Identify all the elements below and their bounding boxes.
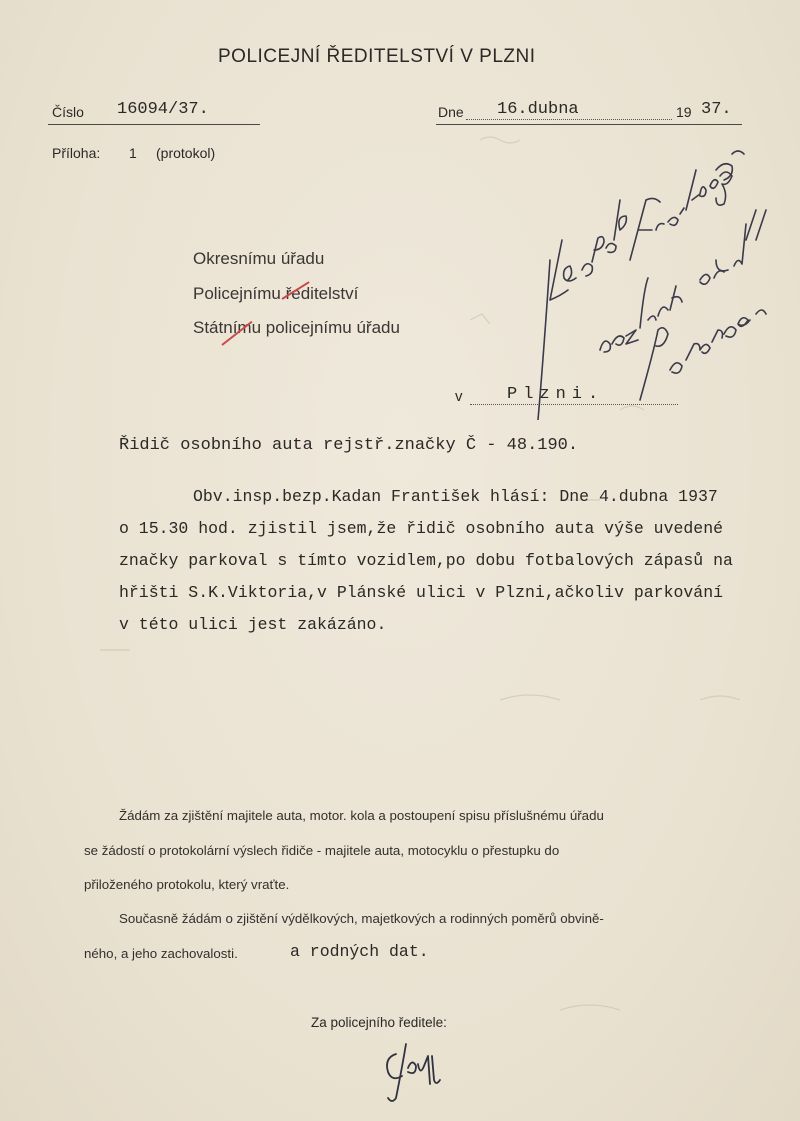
handwritten-annotation — [520, 130, 800, 420]
request-line-1: Žádám za zjištění majitele auta, motor. kola a postoupení spisu příslušnému úřadu — [119, 808, 604, 823]
request-line-5-typed-addition: a rodných dat. — [290, 942, 429, 961]
place-prefix: v — [455, 388, 463, 405]
reference-number-label: Číslo — [52, 104, 84, 120]
date-underline — [436, 124, 742, 125]
place-name: Plzni. — [507, 385, 605, 404]
report-line-2: o 15.30 hod. zjistil jsem,že řidič osobního auta výše uvedené — [119, 519, 723, 538]
subject-line: Řidič osobního auta rejstř.značky Č - 48.190. — [119, 436, 579, 455]
reference-underline — [48, 124, 260, 125]
addressee-police-directorate: Policejnímu ředitelství — [193, 284, 359, 303]
request-line-2: se žádostí o protokolární výslech řidiče - majitele auta, motocyklu o přestupku do — [84, 843, 560, 858]
reference-number: 16094/37. — [117, 100, 209, 119]
addressee-district-office: Okresnímu úřadu — [193, 249, 325, 268]
attachment-count: 1 — [129, 145, 137, 161]
date-dotted-line — [466, 119, 672, 120]
attachment-label: Příloha: — [52, 145, 101, 161]
report-line-3: značky parkoval s tímto vozidlem,po dobu fotbalových zápasů na — [119, 551, 733, 570]
signature-mark — [378, 1034, 448, 1104]
report-line-4: hřišti S.K.Viktoria,v Plánské ulici v Plzni,ačkoliv parkování — [119, 583, 723, 602]
year-prefix: 19 — [676, 104, 692, 120]
date-label: Dne — [438, 104, 464, 120]
request-line-5: ného, a jeho zachovalosti. — [84, 946, 238, 961]
addressee-state-police-office: Státnímu policejnímu úřadu — [193, 318, 400, 337]
request-line-4: Současně žádám o zjištění výdělkových, majetkových a rodinných poměrů obvině- — [119, 911, 604, 926]
request-line-3: přiloženého protokolu, který vraťte. — [84, 877, 290, 892]
attachment-note: (protokol) — [156, 145, 216, 161]
signatory-label: Za policejního ředitele: — [311, 1015, 447, 1030]
year-suffix: 37. — [701, 100, 732, 119]
report-line-5: v této ulici jest zakázáno. — [119, 615, 387, 634]
report-line-1: Obv.insp.bezp.Kadan František hlásí: Dne 4.dubna 1937 — [193, 487, 718, 506]
date-value: 16.dubna — [497, 100, 579, 119]
department-header: POLICEJNÍ ŘEDITELSTVÍ V PLZNI — [218, 46, 536, 67]
